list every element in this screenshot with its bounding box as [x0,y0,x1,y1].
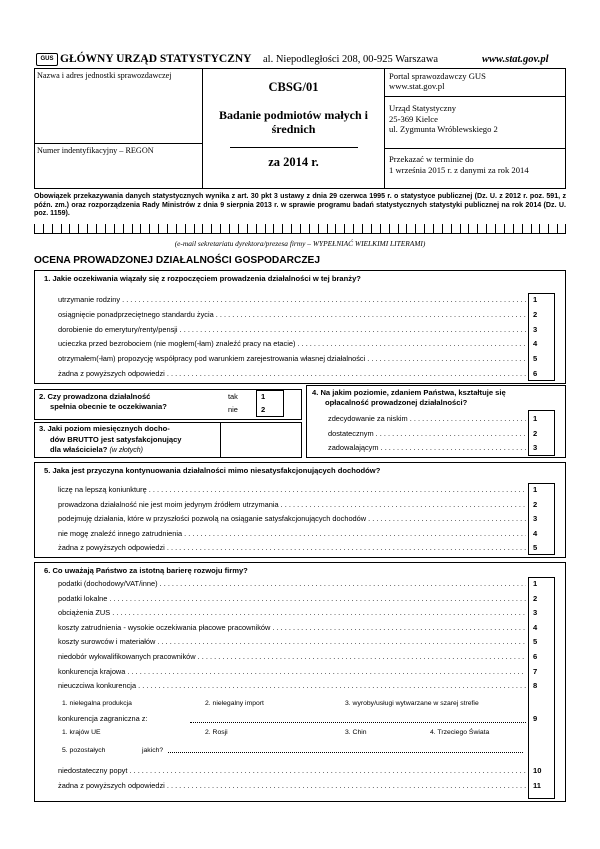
q6-option-3-code[interactable]: 3 [533,608,538,618]
q3-income-input[interactable] [220,422,302,458]
q6-other-which: jakich? [142,747,164,754]
q1-option-4: ucieczka przed bezrobociem (nie mogłem(-łam) znaleźć pracy na etacie) . . . [58,339,526,349]
email-tick [202,224,203,233]
email-tick [96,224,97,233]
q6-option-8-code[interactable]: 8 [533,681,538,691]
q1-option-4-code[interactable]: 4 [533,339,538,349]
q6-country-4: 4. Trzeciego Świata [430,729,490,736]
email-tick [194,224,195,233]
email-tick [78,224,79,233]
q6-option-7: konkurencja krajowa . . . [58,667,526,677]
q3-title: 3. Jaki poziom miesięcznych docho- dów BRUTTO jest satysfakcjonujący dla właściciela? (w złotych) [39,424,182,454]
email-tick [539,224,540,233]
email-tick [123,224,124,233]
email-tick [318,224,319,233]
q6-last-option-1: niedostateczny popyt . . . [58,766,526,776]
unit-name-field[interactable] [36,82,200,140]
q1-option-2: osiągnięcie ponadprzeciętnego standardu życia . . . [58,310,526,320]
q3-unit-note: (w złotych) [109,447,143,454]
gus-logo: GUS [36,53,58,66]
q6-option-7-code[interactable]: 7 [533,666,538,676]
q4-title: 4. Na jakim poziomie, zdaniem Państwa, kształtuje się opłacalność prowadzonej działalności? [312,388,506,407]
q6-option-4-code[interactable]: 4 [533,622,538,632]
email-tick [548,224,549,233]
email-tick [300,224,301,233]
q1-answer-box [528,293,555,381]
email-tick [211,224,212,233]
email-tick [460,224,461,233]
email-tick [389,224,390,233]
q6-last-option-2-code[interactable]: 11 [533,781,542,790]
q6-option-4: koszty zatrudnienia - wysokie oczekiwania płacowe pracowników . . . [58,623,526,633]
q6-country-2: 2. Rosji [205,729,228,736]
email-caption: (e-mail sekretariatu dyrektora/prezesa firmy – WYPEŁNIAĆ WIELKIMI LITERAMI) [174,239,426,248]
email-tick [353,224,354,233]
q1-option-1: utrzymanie rodziny . . . [58,295,526,305]
email-tick [362,224,363,233]
org-website: www.stat.gov.pl [482,54,549,65]
email-tick [371,224,372,233]
q1-title: 1. Jakie oczekiwania wiązały się z rozpoczęciem prowadzenia działalności w tej branży? [44,274,361,283]
q6-foreign-label: konkurencja zagraniczna z: [58,714,148,723]
q4-option-2: dostatecznym . . . [328,429,526,439]
q1-option-1-code[interactable]: 1 [533,295,538,304]
email-tick [565,224,566,233]
q2-no-label: nie [228,405,238,414]
q6-last-option-2: żadna z powyższych odpowiedzi . . . [58,781,526,791]
email-tick [335,224,336,233]
email-tick [167,224,168,233]
email-tick [114,224,115,233]
section-title: OCENA PROWADZONEJ DZIAŁALNOŚCI GOSPODARCZEJ [34,255,321,266]
email-tick [433,224,434,233]
q6-other-label: 5. pozostałych [62,747,106,754]
email-tick [105,224,106,233]
q5-option-1: liczę na lepszą koniunkturę . . . [58,485,526,495]
email-tick [52,224,53,233]
email-tick [344,224,345,233]
email-tick [522,224,523,233]
email-tick [256,224,257,233]
q6-country-1: 1. krajów UE [62,729,101,736]
q4-option-1: zdecydowanie za niskim . . . [328,414,526,424]
legal-notice: Obowiązek przekazywania danych statystycznych wynika z art. 30 pkt 3 ustawy z dnia 29 czerwca 1995 r. o statystyce publicznej (Dz. U. z 2012 r. poz. 591, z późn. zm.) oraz rozporządzenia Rady Ministrów z dnia 9 sierpnia 2013 r. w sprawie programu badań statystycznych statystyki publicznej na rok 2014 (Dz. U. poz. 1159). [34,192,566,218]
email-tick [238,224,239,233]
email-tick [247,224,248,233]
email-tick [282,224,283,233]
regon-label: Numer indentyfikacyjny – REGON [37,146,154,155]
q1-option-2-code[interactable]: 2 [533,309,538,319]
q6-country-3: 3. Chin [345,729,367,736]
form-year: za 2014 r. [268,155,319,169]
email-tick [424,224,425,233]
regon-field[interactable] [36,157,200,187]
q6-option-1-code[interactable]: 1 [533,579,538,588]
q6-last-option-1-code[interactable]: 10 [533,766,542,775]
email-tick [158,224,159,233]
form-code: CBSG/01 [268,80,319,94]
email-tick [273,224,274,233]
q1-option-3: dorobienie do emerytury/renty/pensji . . . [58,325,526,335]
email-tick [309,224,310,233]
portal-info: Portal sprawozdawczy GUS www.stat.gov.pl [389,71,486,91]
email-tick [495,224,496,233]
email-tick [61,224,62,233]
email-tick [87,224,88,233]
email-tick [557,224,558,233]
form-title: Badanie podmiotów małych i średnich [218,108,368,136]
email-tick [380,224,381,233]
deadline: Przekazać w terminie do 1 września 2015 r. z danymi za rok 2014 [389,154,529,175]
q2-yes-code[interactable]: 1 [261,392,266,401]
email-tick [406,224,407,233]
q5-option-5-code[interactable]: 5 [533,543,538,552]
office-address: Urząd Statystyczny 25-369 Kielce ul. Zygmunta Wróblewskiego 2 [389,103,498,134]
email-tick [185,224,186,233]
q5-option-5: żadna z powyższych odpowiedzi . . . [58,543,526,553]
q5-option-2-code[interactable]: 2 [533,499,538,509]
q6-subtype-1: 1. nielegalna produkcja [62,700,132,707]
email-tick [291,224,292,233]
q4-option-3-code[interactable]: 3 [533,443,538,452]
q6-subtype-3: 3. wyroby/usługi wytwarzane w szarej strefie [345,700,479,707]
q6-option-2-code[interactable]: 2 [533,593,538,603]
q6-title: 6. Co uważają Państwo za istotną barierę rozwoju firmy? [44,566,248,575]
email-tick [415,224,416,233]
email-tick [229,224,230,233]
q6-option-6-code[interactable]: 6 [533,652,538,661]
q6-subtype-2: 2. nielegalny import [205,700,264,707]
q2-title: 2. Czy prowadzona działalność spełnia obecnie te oczekiwania? [39,392,167,411]
q5-option-4: nie mogę znaleźć innego zatrudnienia . . . [58,529,526,539]
q5-option-2: prowadzona działalność nie jest moim jedynym źródłem utrzymania . . . [58,500,526,510]
q6-option-3: obciążenia ZUS . . . [58,608,526,618]
q6-option-5-code[interactable]: 5 [533,637,538,647]
email-tick [477,224,478,233]
org-address: al. Niepodległości 208, 00-925 Warszawa [263,54,439,65]
q4-option-2-code[interactable]: 2 [533,428,538,438]
email-tick [265,224,266,233]
q6-foreign-code[interactable]: 9 [533,714,538,723]
email-tick [132,224,133,233]
q1-option-6-code[interactable]: 6 [533,369,538,378]
q6-other-input[interactable] [168,752,523,753]
email-tick [442,224,443,233]
q5-option-3-code[interactable]: 3 [533,514,538,523]
q5-option-4-code[interactable]: 4 [533,528,538,538]
email-tick [220,224,221,233]
q4-option-3: zadowalającym . . . [328,443,526,453]
q6-option-1: podatki (dochodowy/VAT/inne) . . . [58,579,526,589]
q1-option-3-code[interactable]: 3 [533,324,538,334]
email-tick [504,224,505,233]
q1-option-6: żadna z powyższych odpowiedzi . . . [58,369,526,379]
email-tick [140,224,141,233]
email-tick [468,224,469,233]
email-tick [451,224,452,233]
email-tick [69,224,70,233]
email-tick [398,224,399,233]
q4-option-1-code[interactable]: 1 [533,414,538,423]
q5-option-3: podejmuję działania, które w przyszłości pozwolą na osiąganie satysfakcjonujących dochodów . . . [58,514,526,524]
email-tick [149,224,150,233]
q6-option-5: koszty surowców i materiałów . . . [58,637,526,647]
email-tick [176,224,177,233]
email-tick [327,224,328,233]
email-input[interactable] [34,224,566,234]
email-tick [43,224,44,233]
email-tick [513,224,514,233]
q2-no-code[interactable]: 2 [261,405,266,414]
q2-yes-label: tak [228,392,238,401]
q6-option-2: podatki lokalne . . . [58,594,526,604]
org-name: GŁÓWNY URZĄD STATYSTYCZNY [60,53,252,65]
unit-name-label: Nazwa i adres jednostki sprawozdawczej [37,71,172,80]
email-tick [34,224,35,233]
email-tick [486,224,487,233]
q6-option-8: nieuczciwa konkurencja . . . [58,681,526,691]
q1-option-5-code[interactable]: 5 [533,354,538,364]
q6-option-6: niedobór wykwalifikowanych pracowników . . . [58,652,526,662]
q1-option-5: otrzymałem(-łam) propozycję współpracy pod warunkiem zarejestrowania własnej działalności . . . [58,354,526,364]
q5-title: 5. Jaka jest przyczyna kontynuowania działalności mimo niesatysfakcjonujących dochodów? [44,466,381,475]
q5-option-1-code[interactable]: 1 [533,485,538,494]
email-tick [531,224,532,233]
